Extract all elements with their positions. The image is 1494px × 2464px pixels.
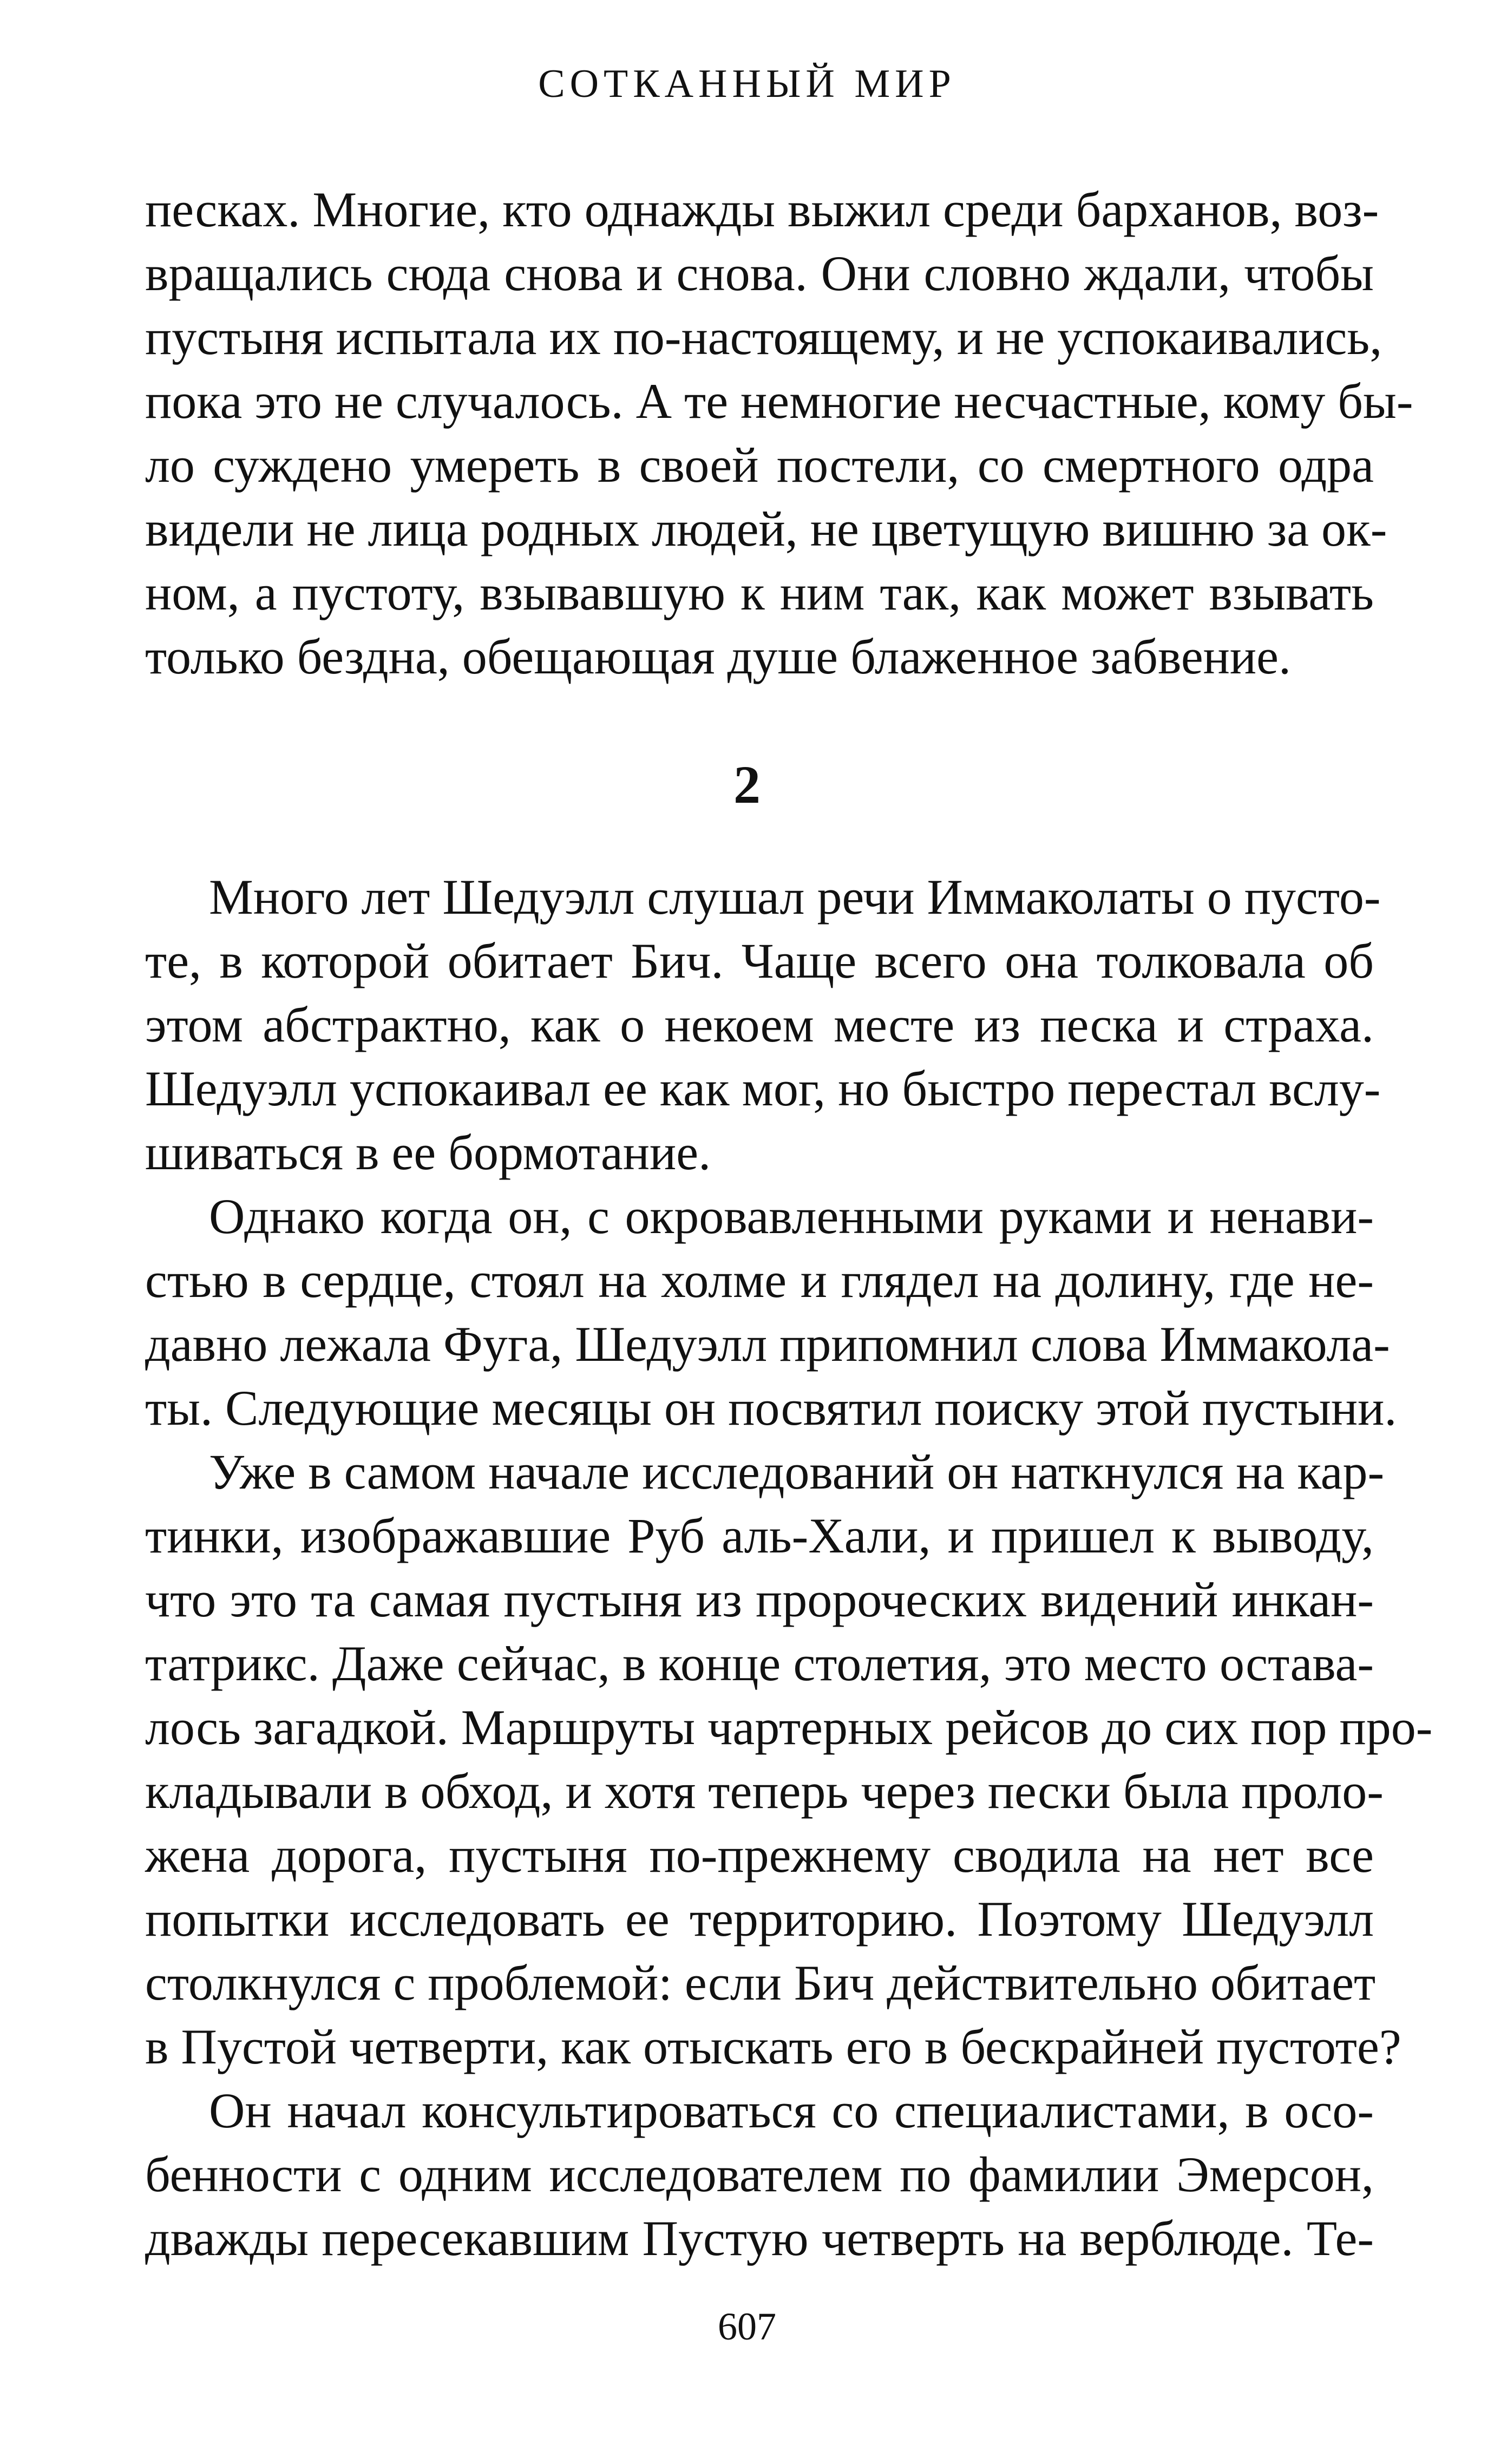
text-line: дважды пересекавшим Пустую четверть на верблюде. Те- [145, 2211, 1374, 2266]
paragraph-continued [145, 178, 1413, 689]
text-line: Шедуэлл успокаивал ее как мог, но быстро перестал вслу- [145, 1061, 1381, 1116]
text-line: давно лежала Фуга, Шедуэлл припомнил слова Иммакола- [145, 1316, 1390, 1372]
text-line: жена дорога, пустыня по-прежнему сводила на нет все [145, 1827, 1374, 1883]
text-line: Уже в самом начале исследований он наткнулся на кар- [209, 1444, 1385, 1499]
page-number: 607 [718, 2305, 776, 2348]
paragraph [145, 1440, 1433, 2079]
text-line: попытки исследовать ее территорию. Поэтому Шедуэлл [145, 1891, 1374, 1947]
text-line: Много лет Шедуэлл слушал речи Иммаколаты о пусто- [209, 869, 1381, 925]
text-line: в Пустой четверти, как отыскать его в бескрайней пустоте? [145, 2019, 1401, 2074]
running-head: СОТКАННЫЙ МИР [538, 62, 956, 106]
text-line: шиваться в ее бормотание. [145, 1125, 711, 1180]
text-line: песках. Многие, кто однажды выжил среди барханов, воз- [145, 182, 1379, 237]
paragraph [145, 1184, 1397, 1440]
paragraph [145, 2079, 1374, 2270]
text-line: бенности с одним исследователем по фамилии Эмерсон, [145, 2147, 1374, 2202]
text-line: ном, а пустоту, взывавшую к ним так, как может взывать [145, 565, 1374, 620]
text-line: стью в сердце, стоял на холме и глядел на долину, где не- [145, 1253, 1374, 1308]
text-line: ло суждено умереть в своей постели, со смертного одра [145, 437, 1374, 493]
text-line: те, в которой обитает Бич. Чаще всего она толковала об [145, 933, 1374, 988]
text-line: Однако когда он, с окровавленными руками и ненави- [209, 1189, 1374, 1244]
paragraph [145, 865, 1381, 1184]
text-line: Он начал консультироваться со специалистами, в осо- [209, 2083, 1374, 2138]
section-number: 2 [733, 755, 761, 815]
text-line: тинки, изображавшие Руб аль-Хали, и пришел к выводу, [145, 1508, 1374, 1563]
text-line: вращались сюда снова и снова. Они словно ждали, чтобы [145, 246, 1374, 301]
text-line: видели не лица родных людей, не цветущую вишню за ок- [145, 501, 1387, 556]
text-line: пока это не случалось. А те немногие несчастные, кому бы- [145, 373, 1413, 429]
text-line: этом абстрактно, как о некоем месте из песка и страха. [145, 997, 1374, 1052]
text-line: только бездна, обещающая душе блаженное забвение. [145, 629, 1291, 684]
text-line: ты. Следующие месяцы он посвятил поиску этой пустыни. [145, 1380, 1397, 1436]
text-line: пустыня испытала их по-настоящему, и не успокаивались, [145, 310, 1382, 365]
text-line: кладывали в обход, и хотя теперь через пески была проло- [145, 1764, 1384, 1819]
text-line: татрикс. Даже сейчас, в конце столетия, это место остава- [145, 1636, 1374, 1691]
text-line: столкнулся с проблемой: если Бич действительно обитает [145, 1955, 1376, 2010]
text-line: лось загадкой. Маршруты чартерных рейсов до сих пор про- [145, 1700, 1433, 1755]
text-line: что это та самая пустыня из пророческих видений инкан- [145, 1572, 1374, 1627]
